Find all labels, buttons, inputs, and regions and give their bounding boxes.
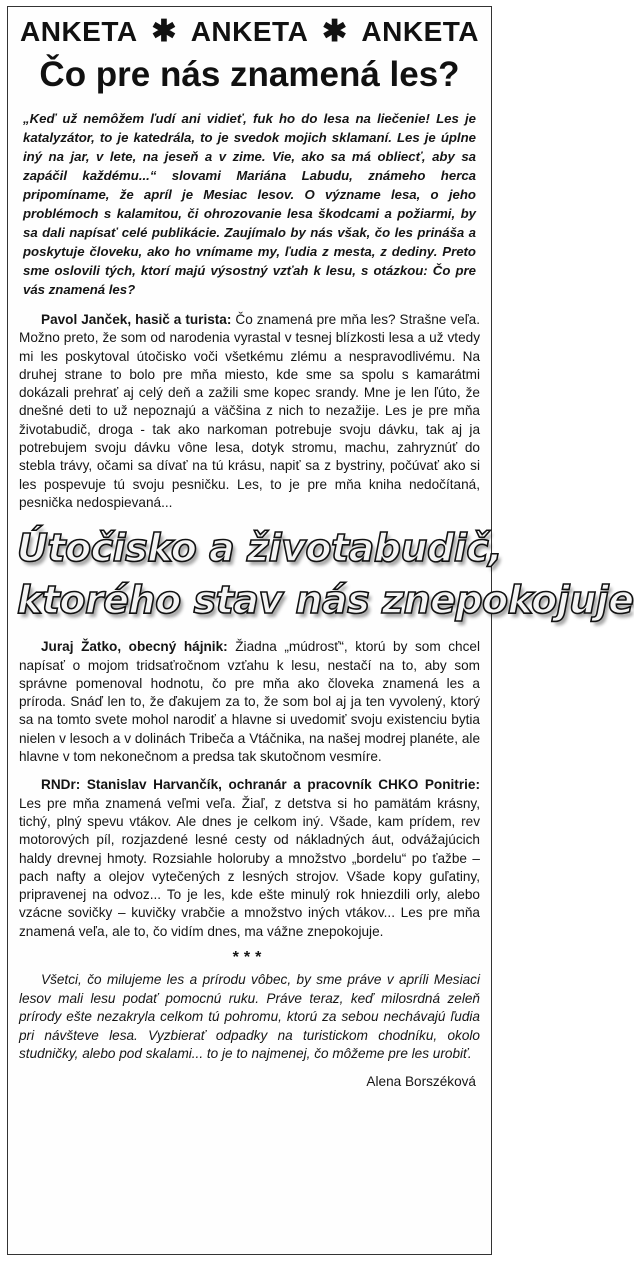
respondent-name: RNDr: Stanislav Harvančík, ochranár a pracovník CHKO Ponitrie:: [41, 777, 480, 793]
kicker-word-2: ANKETA: [190, 16, 309, 47]
feature-headline: [17, 522, 634, 626]
closing-paragraph: Všetci, čo milujeme les a prírodu vôbec, by sme práve v apríli Mesiaci lesov mali lesu podať pomocnú ruku. Práve teraz, keď milosrdná zeleň prírody ešte nezakryla celkom tú pohromu, ktorú za sebou nechávajú ľudia pri návšteve lesa. Vyzbierať odpadky na turistickom chodníku, okolo studničky, alebo pod skalami... to je to najmenej, čo môžeme pre les urobiť.: [19, 972, 480, 1062]
asterisk-icon: ✱: [151, 15, 177, 48]
headline: Čo pre nás znamená les?: [39, 55, 460, 94]
answer-text: Žiadna „múdrosť“, ktorú by som chcel napísať o mojom tridsaťročnom vzťahu k lesu, nestačí na to, aby som správne pomenoval hodnotu, čo pre mňa ako človeka znamená les a príroda. Snáď len to, že ďakujem za to, že som bol aj ja ten vyvolený, ktorý sa na tomto svete mohol narodiť a hlavne si uvedomiť svoju existenciu bytia nielen v lesoch a v dolinách Tribeča a Vtáčnika, na našej modrej planéte, ale hlavne v tom nekonečnom a predsa tak skutočnom vesmíre.: [19, 639, 480, 765]
answer-paragraph: [19, 638, 480, 766]
kicker-word-1: ANKETA: [20, 16, 138, 47]
section-separator: ***: [232, 949, 267, 967]
respondent-name: Juraj Žatko, obecný hájnik:: [41, 639, 228, 655]
newspaper-clipping: [7, 6, 634, 1255]
asterisk-icon: ✱: [322, 15, 348, 48]
lead-paragraph: „Keď už nemôžem ľudí ani vidieť, fuk ho do lesa na liečenie! Les je katalyzátor, to je katedrála, to je svedok mojich sklamaní. Les je úplne iný na jar, v lete, na jeseň a v zime. Vie, ako sa má obliecť, aby sa zapáčil každému...“ slovami Mariána Labudu, známeho herca pripomíname, že apríl je Mesiac lesov. O význame lesa, o jeho problémoch s kalamitou, či ohrozovanie lesa škodcami a požiarmi, by sa dali napísať celé publikácie. Zaujímalo by nás však, čo les prináša a poskytuje človeku, ako ho vnímame my, ľudia z mesta, z dediny. Preto sme oslovili tých, ktorí majú výsostný vzťah k lesu, s otázkou: Čo pre vás znamená les?: [23, 111, 476, 297]
feature-headline-line-1: Útočisko a životabudič,: [17, 526, 503, 571]
answer-text: Čo znamená pre mňa les? Strašne veľa. Možno preto, že som od narodenia vyrastal v tesnej blízkosti lesa a už vtedy mi les poskytoval útočisko voči všetkému zlému a nespravodlivému. Na druhej strane to bolo pre mňa miesto, kde sme sa spolu s kamarátmi dokázali prehrať aj celý deň a zažili sme kopec srandy. Mne je len ľúto, že dnešné deti to už nepoznajú a väčšina z nich to nezažije. Les je pre mňa životabudič, droga - tak ako narkoman potrebuje svoju dávku, tak aj ja potrebujem svoju dávku vône lesa, dotyk stromu, machu, zahryznúť do stebla trávy, očami sa dívať na tú krásu, napiť sa z bystriny, počúvať ako si les pospevuje tú svoju pesničku. Les, to je pre mňa kniha nedočítaná, pesnička nedospievaná...: [19, 312, 480, 510]
answer-text: Les pre mňa znamená veľmi veľa. Žiaľ, z detstva si ho pamätám krásny, tichý, plný spevu vtákov. Ale dnes je celkom iný. Všade, kam prídem, rev motorových píl, rozjazdené lesné cesty od nákladných áut, odvážajúcich haldy drevnej hmoty. Rozsiahle holoruby a množstvo „bordelu“ po ťažbe – pach nafty a olejov vytečených z lesných strojov. Všade kopy guľatiny, pripravenej na odvoz... To je les, kde ešte minulý rok hniezdili orly, alebo vzácne sovičky – kuvičky vrabčie a množstvo iných vtákov... Les pre mňa znamená veľa, ale to, čo vidím dnes, ma vážne znepokojuje.: [19, 795, 480, 939]
feature-headline-line-2: ktorého stav nás znepokojuje: [17, 578, 634, 623]
author-byline: Alena Borszéková: [366, 1073, 476, 1089]
answer-paragraph: [19, 776, 480, 941]
section-kicker: [17, 15, 482, 49]
answer-paragraph: [19, 311, 480, 512]
article: [8, 7, 634, 1089]
respondent-name: Pavol Janček, hasič a turista:: [41, 312, 232, 327]
kicker-word-3: ANKETA: [361, 16, 479, 47]
